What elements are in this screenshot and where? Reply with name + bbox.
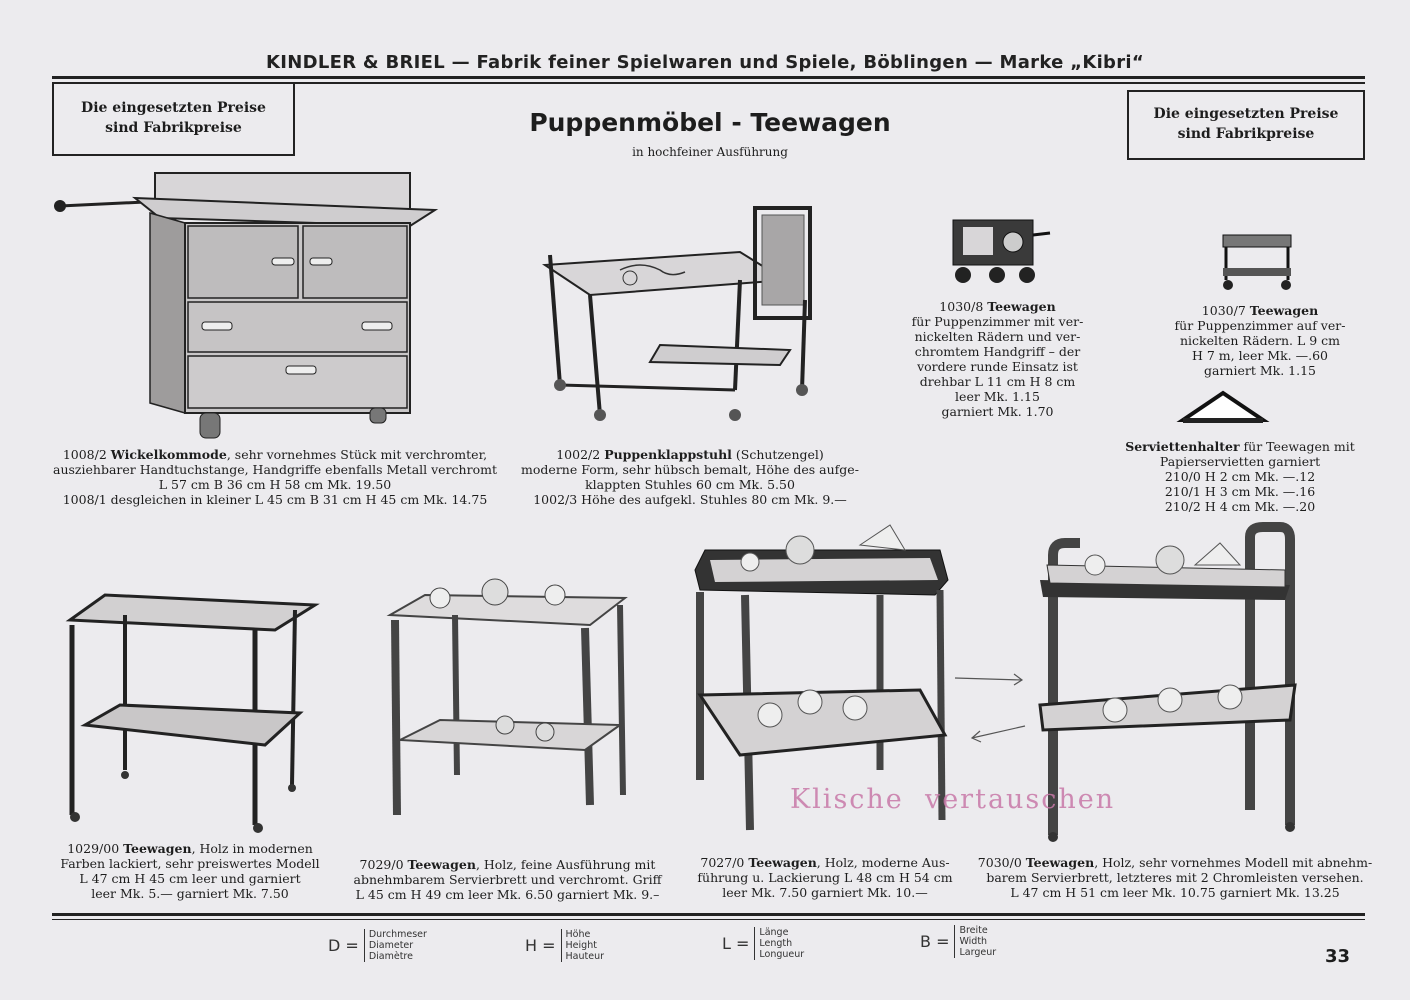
- page-title: Puppenmöbel - Teewagen: [529, 108, 891, 137]
- legend-term: Länge: [759, 927, 789, 938]
- folding-chair-illustration: [540, 190, 830, 435]
- caption-line: 210/0 H 2 cm Mk. —.12: [1164, 469, 1316, 484]
- caption-line: für Teewagen mit: [1239, 439, 1355, 454]
- item-name: Teewagen: [987, 299, 1056, 314]
- caption-line: Papierservietten garniert: [1159, 454, 1321, 469]
- legend-height: [525, 929, 604, 962]
- item-name: Teewagen: [1249, 303, 1319, 318]
- price-note-line1: Die eingesetzten Preise: [81, 100, 266, 116]
- caption-1029: [40, 841, 340, 901]
- caption-line: ausziehbarer Handtuchstange, Handgriffe ebenfalls Metall verchromt: [53, 462, 497, 477]
- item-name: Serviettenhalter: [1125, 439, 1240, 454]
- caption-line: nickelten Rädern und ver-: [914, 329, 1081, 344]
- legend-breadth: [920, 925, 996, 958]
- item-code: 1008/2: [62, 447, 107, 462]
- page-subtitle: in hochfeiner Ausführung: [632, 145, 788, 159]
- item-code: 1002/2: [556, 447, 601, 462]
- caption-line: garniert Mk. 1.70: [941, 404, 1054, 419]
- item-code: 1030/7: [1201, 303, 1246, 318]
- item-name: Teewagen: [748, 855, 817, 870]
- caption-line: L 47 cm H 51 cm leer Mk. 10.75 garniert Mk. 13.25: [1010, 885, 1340, 900]
- caption-line: 1002/3 Höhe des aufgekl. Stuhles 80 cm Mk. 9.—: [533, 492, 847, 507]
- caption-line: , Holz in modernen: [191, 841, 313, 856]
- legend-term: Höhe: [565, 929, 591, 940]
- item-code: 7027/0: [700, 855, 745, 870]
- caption-line: klappten Stuhles 60 cm Mk. 5.50: [585, 477, 795, 492]
- tea-cart-7029-illustration: [385, 570, 635, 830]
- caption-line: abnehmbarem Servierbrett und verchromt. Griff: [353, 872, 662, 887]
- caption-line: leer Mk. 1.15: [955, 389, 1040, 404]
- caption-line: L 47 cm H 45 cm leer und garniert: [79, 871, 301, 886]
- legend-term: Width: [959, 936, 988, 947]
- napkin-holder-illustration: [1178, 390, 1268, 430]
- caption-line: leer Mk. 7.50 garniert Mk. 10.—: [722, 885, 928, 900]
- caption-line: H 7 m, leer Mk. —.60: [1191, 348, 1329, 363]
- legend-term: Length: [759, 938, 793, 949]
- caption-line: vordere runde Einsatz ist: [917, 359, 1078, 374]
- header-rule-top: [52, 76, 1365, 79]
- legend-diameter: [328, 929, 427, 962]
- caption-line: leer Mk. 5.— garniert Mk. 7.50: [91, 886, 289, 901]
- caption-line: , Holz, feine Ausführung mit: [475, 857, 656, 872]
- caption-line: , Holz, sehr vornehmes Modell mit abnehm-: [1094, 855, 1373, 870]
- legend-term: Largeur: [959, 947, 997, 958]
- caption-7029: [345, 857, 670, 902]
- item-name: Teewagen: [407, 857, 476, 872]
- page-number: 33: [1325, 946, 1351, 967]
- caption-line: moderne Form, sehr hübsch bemalt, Höhe des aufge-: [521, 462, 859, 477]
- stamp-text: Klische vertauschen: [790, 784, 1116, 815]
- item-name: Teewagen: [123, 841, 192, 856]
- caption-line: führung u. Lackierung L 48 cm H 54 cm: [697, 870, 953, 885]
- caption-line: (Schutzengel): [731, 447, 824, 462]
- legend-symbol: D =: [328, 936, 359, 955]
- caption-1030-8: [895, 299, 1100, 419]
- caption-line: für Puppenzimmer mit ver-: [911, 314, 1084, 329]
- caption-1002: [495, 447, 885, 507]
- legend-term: Durchmeser: [368, 929, 427, 940]
- legend-symbol: B =: [920, 932, 950, 951]
- legend-term: Breite: [959, 925, 988, 936]
- legend-symbol: H =: [525, 936, 556, 955]
- caption-line: drehbar L 11 cm H 8 cm: [919, 374, 1076, 389]
- caption-line: L 45 cm H 49 cm leer Mk. 6.50 garniert Mk. 9.–: [355, 887, 660, 902]
- price-note-line2: sind Fabrikpreise: [1177, 126, 1315, 142]
- caption-7027: [680, 855, 970, 900]
- caption-line: L 57 cm B 36 cm H 58 cm Mk. 19.50: [158, 477, 392, 492]
- caption-line: , Holz, moderne Aus-: [816, 855, 950, 870]
- catalog-header: KINDLER & BRIEL — Fabrik feiner Spielwaren und Spiele, Böblingen — Marke „Kibri“: [265, 52, 1144, 73]
- item-code: 7029/0: [359, 857, 404, 872]
- legend-term: Diamètre: [368, 951, 413, 962]
- item-name: Teewagen: [1025, 855, 1095, 870]
- item-code: 1029/00: [67, 841, 120, 856]
- price-note-box-left: [52, 84, 295, 156]
- caption-line: 210/1 H 3 cm Mk. —.16: [1164, 484, 1316, 499]
- price-note-line2: sind Fabrikpreise: [105, 120, 242, 136]
- caption-line: für Puppenzimmer auf ver-: [1174, 318, 1346, 333]
- caption-line: 1008/1 desgleichen in kleiner L 45 cm B 31 cm H 45 cm Mk. 14.75: [62, 492, 488, 507]
- caption-line: chromtem Handgriff – der: [914, 344, 1081, 359]
- caption-1030-7: [1160, 303, 1360, 378]
- tea-cart-1030-7-illustration: [1218, 230, 1298, 295]
- item-code: 1030/8: [939, 299, 984, 314]
- caption-7030: [965, 855, 1385, 900]
- legend-term: Hauteur: [565, 951, 605, 962]
- caption-line: garniert Mk. 1.15: [1204, 363, 1316, 378]
- item-name: Puppenklappstuhl: [604, 447, 732, 462]
- caption-line: Farben lackiert, sehr preiswertes Modell: [60, 856, 320, 871]
- item-code: 7030/0: [977, 855, 1022, 870]
- caption-line: , sehr vornehmes Stück mit verchromter,: [226, 447, 488, 462]
- caption-napkin-holder: [1120, 439, 1360, 514]
- legend-term: Diameter: [368, 940, 414, 951]
- tea-cart-1030-8-illustration: [945, 215, 1055, 290]
- swap-arrows-icon: [950, 668, 1030, 743]
- legend-length: [722, 927, 804, 960]
- legend-symbol: L =: [722, 934, 750, 953]
- legend-term: Longueur: [759, 949, 805, 960]
- price-note-box-right: [1127, 90, 1365, 160]
- changing-dresser-illustration: [50, 168, 440, 443]
- item-name: Wickelkommode: [110, 447, 227, 462]
- price-note-line1: Die eingesetzten Preise: [1153, 106, 1339, 122]
- caption-line: nickelten Rädern. L 9 cm: [1179, 333, 1341, 348]
- footer-rule-top: [52, 913, 1365, 916]
- tea-cart-1029-illustration: [60, 585, 320, 840]
- footer-rule-bottom: [52, 919, 1365, 920]
- caption-1008: [45, 447, 505, 507]
- caption-line: barem Servierbrett, letzteres mit 2 Chromleisten versehen.: [986, 870, 1364, 885]
- caption-line: 210/2 H 4 cm Mk. —.20: [1164, 499, 1316, 514]
- legend-term: Height: [565, 940, 597, 951]
